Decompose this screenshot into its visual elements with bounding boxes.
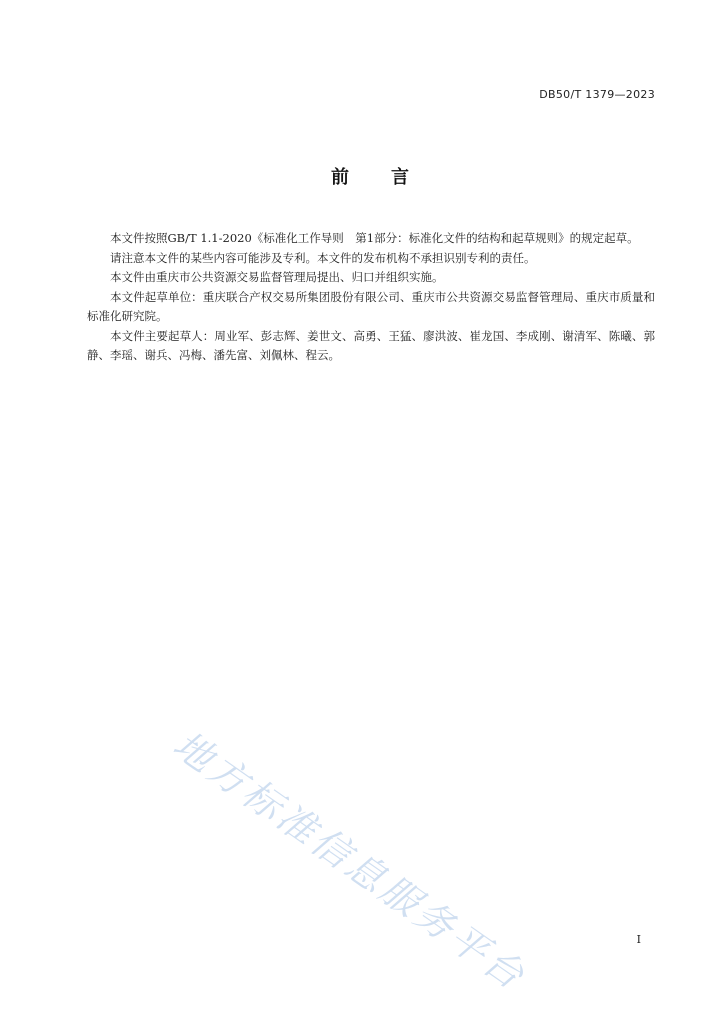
page-number: I bbox=[636, 933, 641, 946]
paragraph-proposer: 本文件由重庆市公共资源交易监督管理局提出、归口并组织实施。 bbox=[110, 270, 444, 284]
paragraph-patent-notice: 请注意本文件的某些内容可能涉及专利。本文件的发布机构不承担识别专利的责任。 bbox=[110, 250, 536, 265]
paragraph-drafters: 本文件主要起草人：周业军、彭志辉、姜世文、高勇、王猛、廖洪波、崔龙国、李成刚、谢清军、陈曦、郭静、李瑶、谢兵、冯梅、潘先富、刘佩林、程云。 bbox=[87, 328, 655, 362]
watermark-text: 地方标准信息服务平台 bbox=[165, 722, 535, 1000]
title-char-1: 前 bbox=[331, 167, 349, 188]
title-char-2: 言 bbox=[391, 167, 409, 188]
page-title bbox=[0, 163, 724, 189]
paragraph-drafting-units: 本文件起草单位：重庆联合产权交易所集团股份有限公司、重庆市公共资源交易监督管理局、重庆市质量和标准化研究院。 bbox=[87, 289, 655, 323]
foreword-body bbox=[87, 229, 655, 366]
paragraph-drafting-rules: 本文件按照GB/T 1.1-2020《标准化工作导则 第1部分：标准化文件的结构和起草规则》的规定起草。 bbox=[110, 231, 639, 245]
document-code: DB50/T 1379—2023 bbox=[539, 88, 655, 101]
